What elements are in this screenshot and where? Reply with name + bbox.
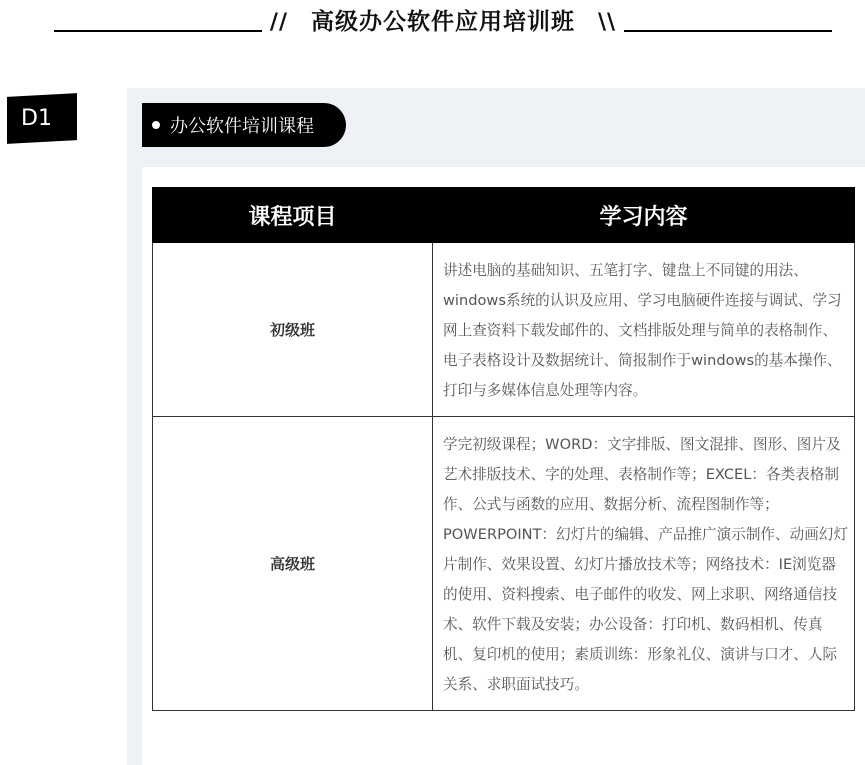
header-rule-right [612,30,832,32]
page-title-block [262,3,624,36]
slash-right-icon: \\ [598,10,617,35]
column-header-content: 学习内容 [433,188,855,243]
section-pill-label: 办公软件培训课程 [170,116,314,137]
course-name: 高级班 [153,417,433,711]
slash-left-icon: // [269,10,288,35]
section-badge [7,93,77,144]
column-header-course: 课程项目 [153,188,433,243]
table-header-row [153,188,855,243]
course-name: 初级班 [153,243,433,417]
course-content: 讲述电脑的基础知识、五笔打字、键盘上不同键的用法、windows系统的认识及应用、学习电脑硬件连接与调试、学习网上查资料下载发邮件的、文档排版处理与简单的表格制作、电子表格设计及数据统计、简报制作于windows的基本操作、打印与多媒体信息处理等内容。 [433,243,855,417]
table-row [153,417,855,711]
section-pill [142,103,346,147]
course-table [152,187,855,711]
header-rule-left [54,30,276,32]
section-badge-label: D1 [20,106,52,131]
table-row [153,243,855,417]
bullet-dot-icon [152,121,160,129]
page-title: 高级办公软件应用培训班 [311,9,575,35]
course-content: 学完初级课程；WORD：文字排版、图文混排、图形、图片及艺术排版技术、字的处理、表格制作等；EXCEL：各类表格制作、公式与函数的应用、数据分析、流程图制作等；POWERPOINT：幻灯片的编辑、产品推广演示制作、动画幻灯片制作、效果设置、幻灯片播放技术等；网络技术：IE浏览器的使用、资料搜索、电子邮件的收发、网上求职、网络通信技术、软件下载及安装；办公设备：打印机、数码相机、传真机、复印机的使用；素质训练：形象礼仪、演讲与口才、人际关系、求职面试技巧。 [433,417,855,711]
